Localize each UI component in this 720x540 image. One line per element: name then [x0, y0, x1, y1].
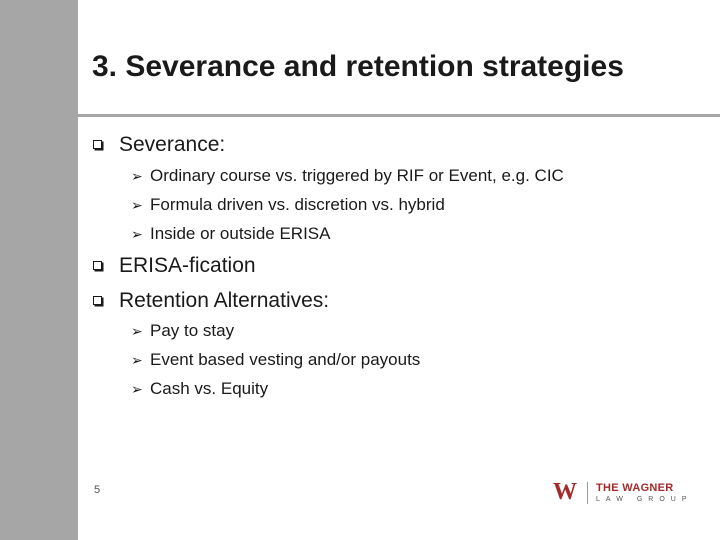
sub-bullet-text: Cash vs. Equity — [150, 379, 269, 398]
logo-divider — [587, 482, 588, 504]
checkbox-bullet-icon — [93, 261, 102, 270]
logo-w-icon: W — [553, 479, 577, 505]
page-number: 5 — [94, 484, 101, 496]
sub-bullet-text: Ordinary course vs. triggered by RIF or Event, e.g. CIC — [150, 166, 564, 185]
logo-name: THE WAGNER — [596, 482, 674, 494]
sub-bullet-text: Event based vesting and/or payouts — [150, 350, 421, 369]
sub-bullet-text: Inside or outside ERISA — [150, 224, 331, 243]
bullet-text: ERISA-fication — [119, 254, 256, 277]
arrow-bullet-icon: ➢ — [131, 352, 143, 368]
company-logo — [553, 480, 693, 508]
title-divider — [78, 114, 720, 117]
arrow-bullet-icon: ➢ — [131, 226, 143, 242]
arrow-bullet-icon: ➢ — [131, 323, 143, 339]
sub-bullet-text: Pay to stay — [150, 321, 235, 340]
arrow-bullet-icon: ➢ — [131, 381, 143, 397]
bullet-text: Severance: — [119, 133, 226, 156]
checkbox-bullet-icon — [93, 140, 102, 149]
slide-title: 3. Severance and retention strategies — [92, 50, 624, 83]
left-side-bar — [0, 0, 78, 540]
logo-subtitle: LAW GROUP — [596, 496, 693, 503]
bullet-text: Retention Alternatives: — [119, 289, 330, 312]
arrow-bullet-icon: ➢ — [131, 197, 143, 213]
sub-bullet-text: Formula driven vs. discretion vs. hybrid — [150, 195, 445, 214]
arrow-bullet-icon: ➢ — [131, 168, 143, 184]
checkbox-bullet-icon — [93, 296, 102, 305]
